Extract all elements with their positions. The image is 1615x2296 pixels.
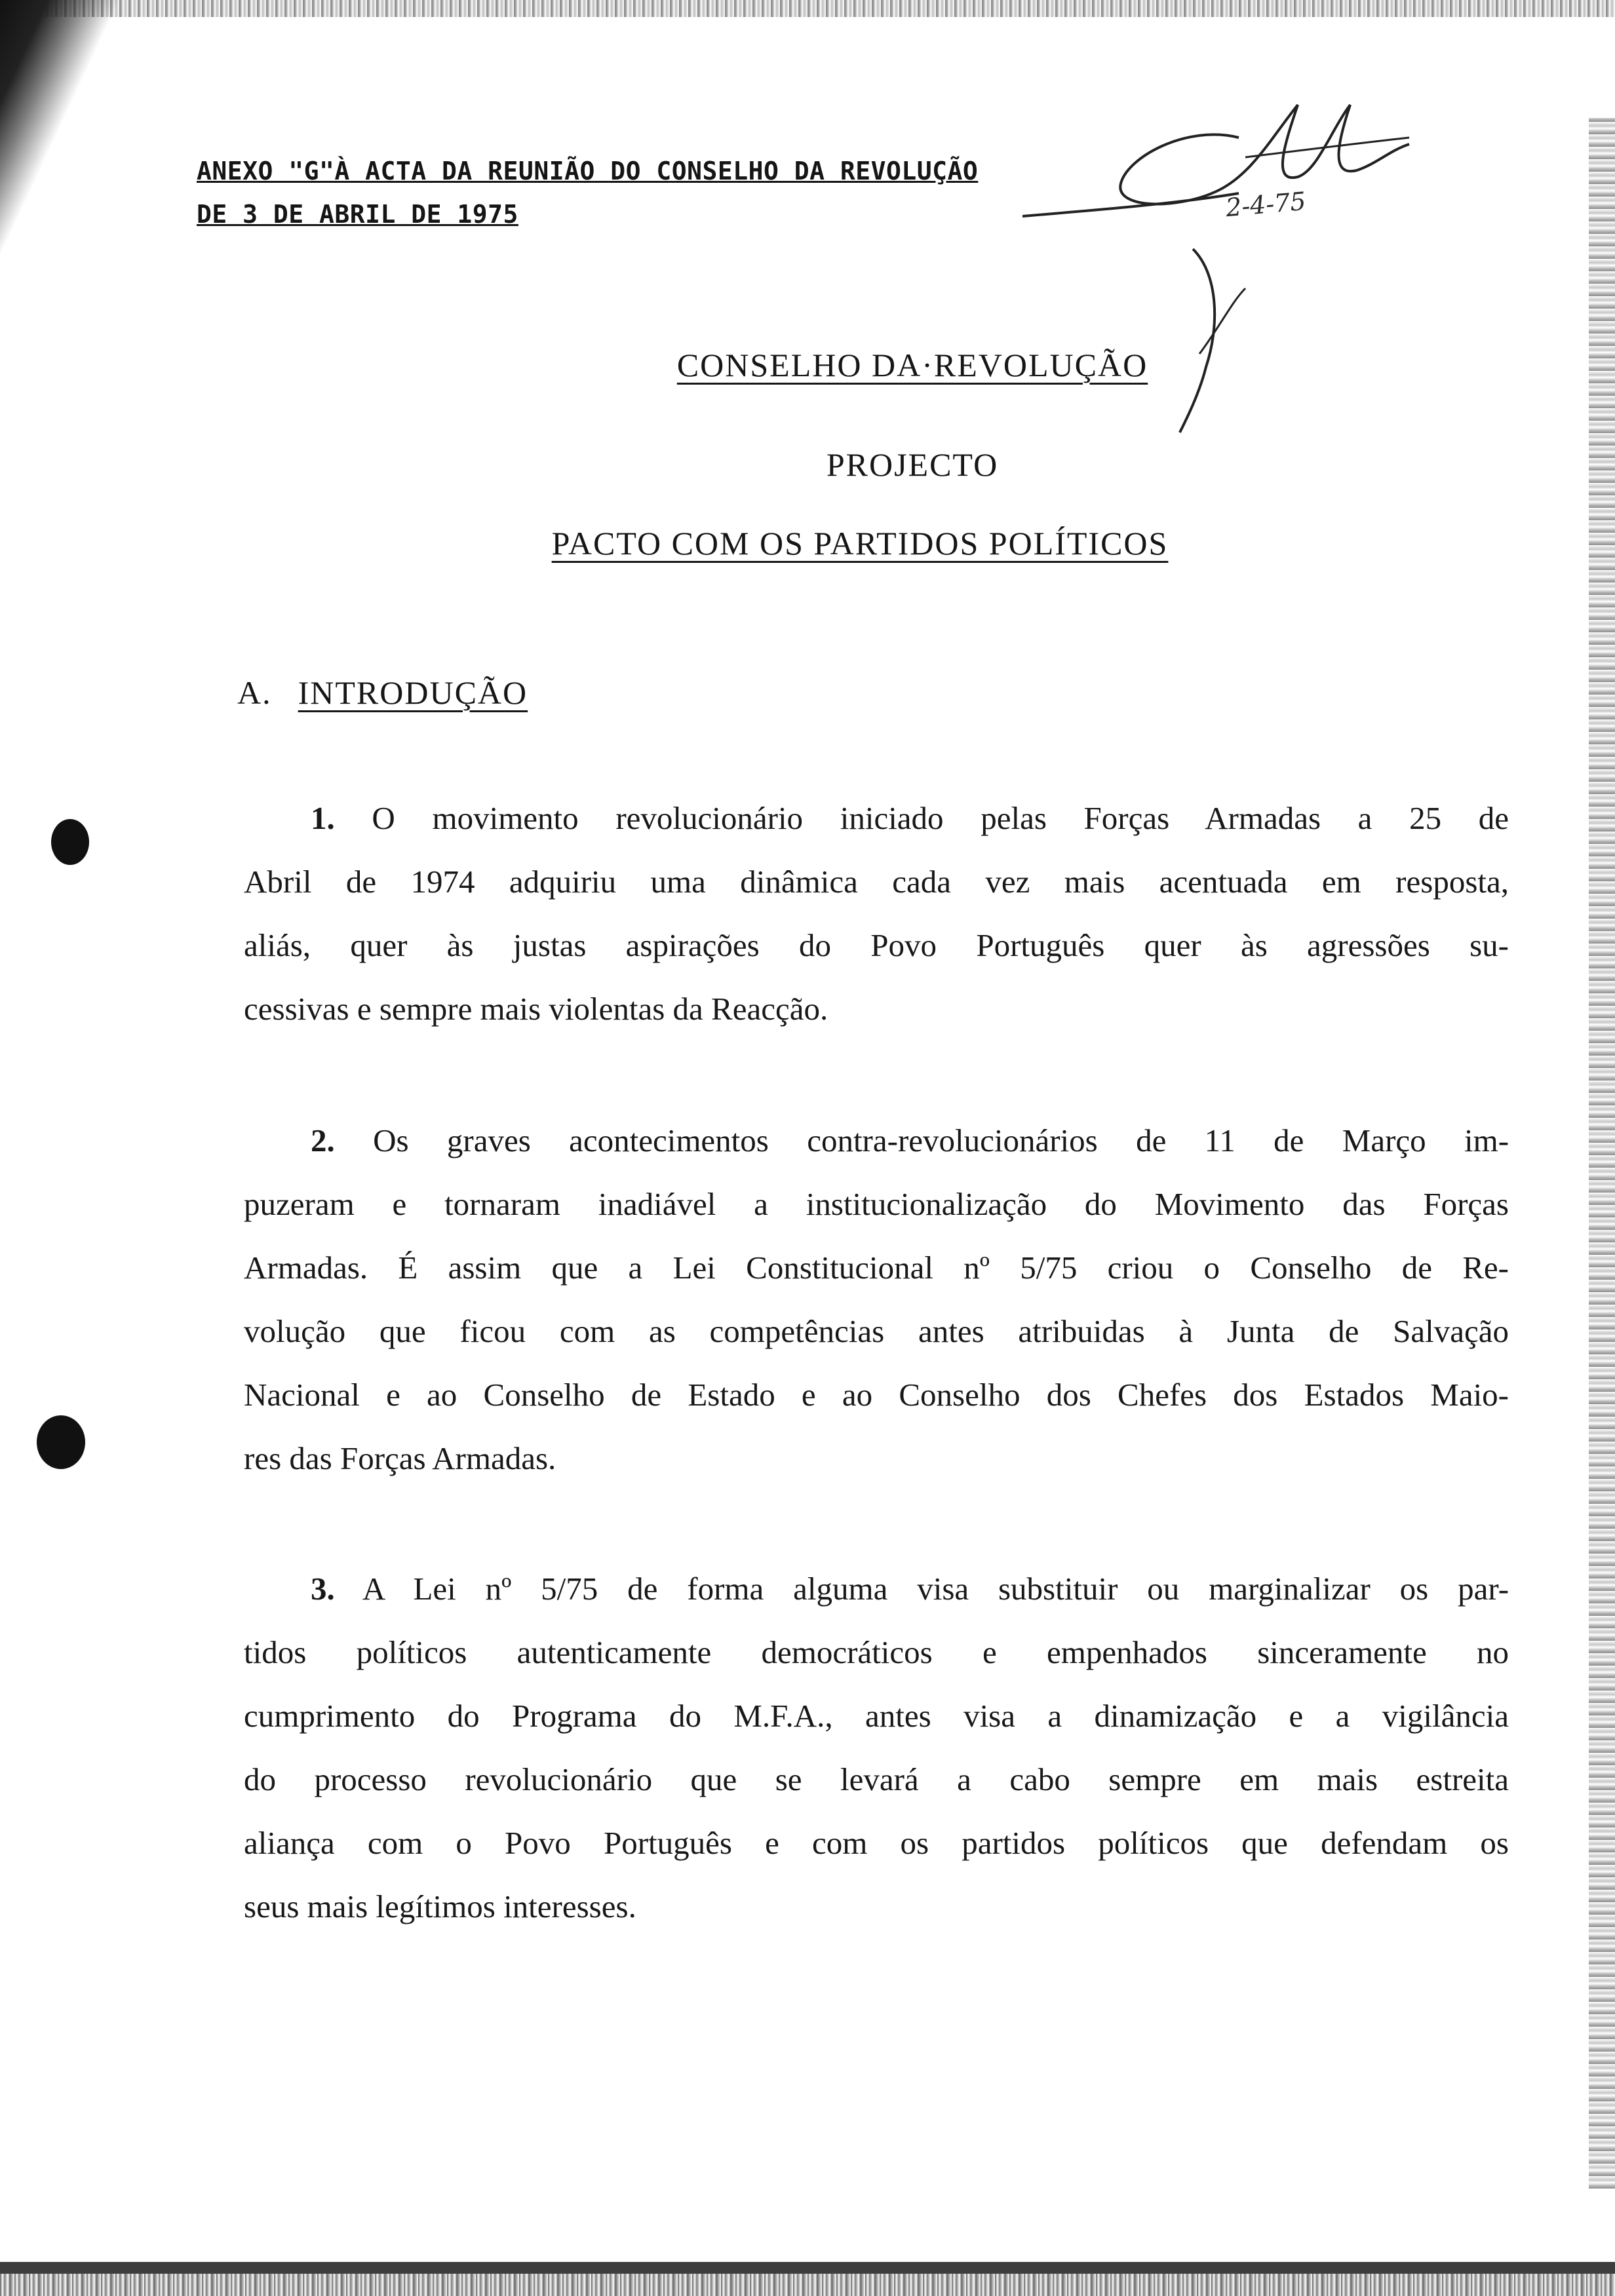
paragraph-line: do processo revolucionário que se levará a cabo sempre em mais estreita <box>244 1761 1509 1797</box>
paragraph-line: cumprimento do Programa do M.F.A., antes visa a dinamização e a vigilância <box>244 1698 1509 1734</box>
paragraph-number: 3. <box>311 1571 335 1607</box>
signature-date: 2-4-75 <box>1224 186 1308 223</box>
paragraph-line: aliás, quer às justas aspirações do Povo Português quer às agressões su- <box>244 927 1509 963</box>
handwritten-signature <box>1022 79 1416 446</box>
annex-line-2: DE 3 DE ABRIL DE 1975 <box>197 200 518 229</box>
paragraph-line: Abril de 1974 adquiriu uma dinâmica cada vez mais acentuada em resposta, <box>244 864 1509 900</box>
punch-hole-top <box>51 819 89 865</box>
paragraph-line: puzeram e tornaram inadiável a institucionalização do Movimento das Forças <box>244 1186 1509 1222</box>
paragraph-text: A Lei nº 5/75 de forma alguma visa substituir ou marginalizar os par- <box>362 1571 1509 1607</box>
paragraph-line: seus mais legítimos interesses. <box>244 1888 636 1924</box>
paragraph-line: res das Forças Armadas. <box>244 1440 556 1476</box>
paragraph-line: cessivas e sempre mais violentas da Reacção. <box>244 991 828 1027</box>
paragraph-line: aliança com o Povo Português e com os partidos políticos que defendam os <box>244 1825 1509 1861</box>
paragraph-line <box>244 1557 1509 1620</box>
annex-header <box>197 149 978 236</box>
project-title-text: PROJECTO <box>826 446 999 483</box>
punch-hole-bottom <box>37 1415 85 1469</box>
scan-edge-top <box>0 0 1615 17</box>
council-title <box>105 346 1615 384</box>
paragraph-3 <box>244 1557 1509 1938</box>
paragraph-number: 2. <box>311 1122 335 1158</box>
council-title-text: CONSELHO DA·REVOLUÇÃO <box>676 347 1148 383</box>
section-title: INTRODUÇÃO <box>298 674 528 711</box>
paragraph-line: volução que ficou com as competências antes atribuidas à Junta de Salvação <box>244 1313 1509 1349</box>
scan-edge-bottom <box>0 2274 1615 2296</box>
paragraph-2 <box>244 1109 1509 1490</box>
section-heading <box>237 674 528 712</box>
paragraph-line <box>244 786 1509 850</box>
scan-bar-bottom <box>0 2262 1615 2274</box>
paragraph-line <box>244 1109 1509 1172</box>
paragraph-1 <box>244 786 1509 1041</box>
paragraph-number: 1. <box>311 800 335 836</box>
scan-edge-right <box>1589 118 1615 2189</box>
section-letter: A. <box>237 674 272 711</box>
paragraph-text: Os graves acontecimentos contra-revolucionários de 11 de Março im- <box>373 1122 1509 1158</box>
paragraph-line: Nacional e ao Conselho de Estado e ao Conselho dos Chefes dos Estados Maio- <box>244 1377 1509 1413</box>
project-title <box>105 446 1615 484</box>
scan-edge-left <box>0 0 138 275</box>
paragraph-line: tidos políticos autenticamente democráticos e empenhados sinceramente no <box>244 1634 1509 1670</box>
pact-title <box>52 524 1615 562</box>
pact-title-text: PACTO COM OS PARTIDOS POLÍTICOS <box>551 525 1169 562</box>
annex-line-1: ANEXO "G"À ACTA DA REUNIÃO DO CONSELHO DA REVOLUÇÃO <box>197 157 979 185</box>
paragraph-text: O movimento revolucionário iniciado pelas Forças Armadas a 25 de <box>372 800 1509 836</box>
paragraph-line: Armadas. É assim que a Lei Constitucional nº 5/75 criou o Conselho de Re- <box>244 1250 1509 1286</box>
